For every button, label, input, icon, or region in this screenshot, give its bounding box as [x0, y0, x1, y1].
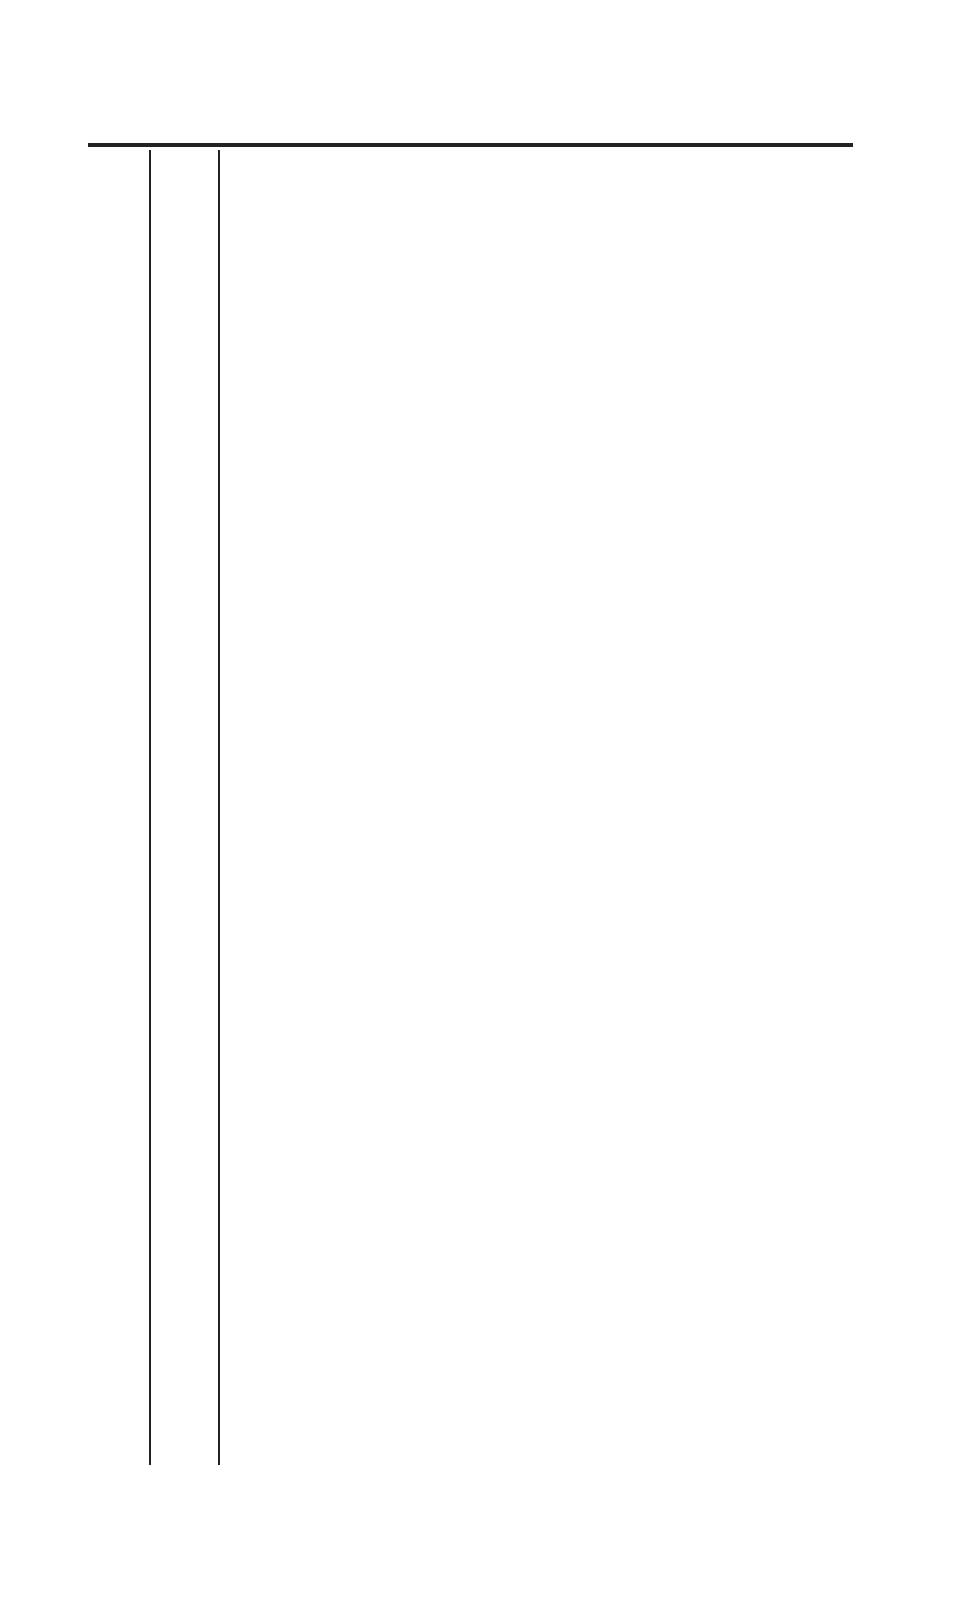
- header-rule: [88, 143, 853, 147]
- column-divider-date: [218, 150, 220, 1465]
- column-divider-number: [149, 150, 151, 1465]
